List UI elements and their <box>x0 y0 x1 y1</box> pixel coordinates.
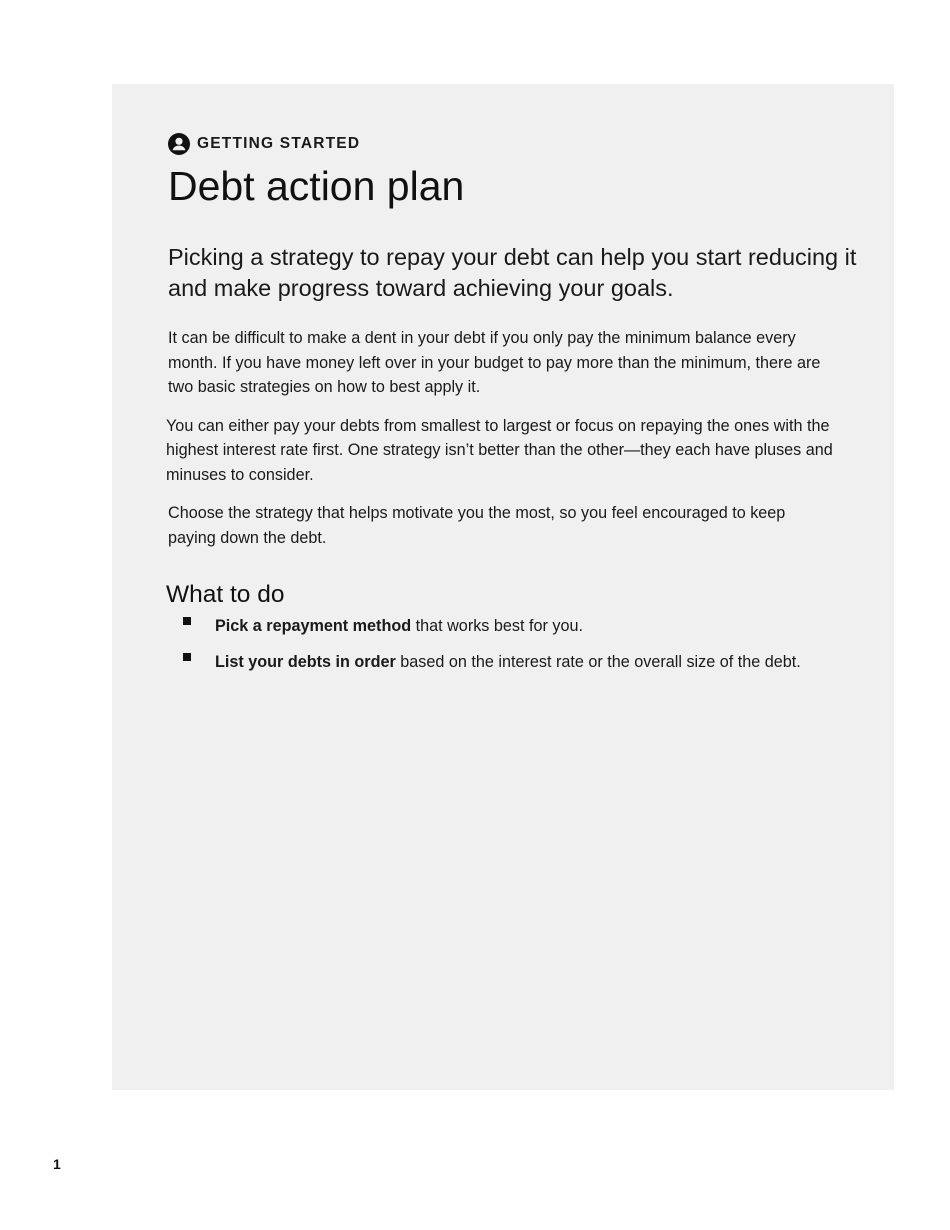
page-title: Debt action plan <box>168 163 465 209</box>
eyebrow <box>168 132 848 156</box>
square-bullet-icon <box>183 617 191 625</box>
content <box>166 132 857 686</box>
what-to-do-list <box>168 614 848 674</box>
list-item-text: that works best for you. <box>411 617 583 635</box>
page-number: 1 <box>53 1156 61 1172</box>
square-bullet-icon <box>183 653 191 661</box>
eyebrow-label: GETTING STARTED <box>197 135 361 152</box>
what-to-do-heading: What to do <box>166 581 285 608</box>
body-paragraph: It can be difficult to make a dent in your debt if you only pay the minimum balance every month. If you have money left over in your budget to pay more than the minimum, there are two basic strategies on how to best apply it. <box>168 329 821 396</box>
body-paragraph: You can either pay your debts from smallest to largest or focus on repaying the ones with the highest interest rate first. One strategy isn’t better than the other—they each have pluses and minuses to consider. <box>166 416 833 484</box>
body-paragraph: Choose the strategy that helps motivate you the most, so you feel encouraged to keep paying down the debt. <box>168 504 786 547</box>
list-item-bold: List your debts in order <box>215 653 396 671</box>
person-circle-icon <box>168 133 190 155</box>
content-panel <box>112 84 894 1090</box>
list-item <box>168 614 848 638</box>
list-item <box>168 650 848 674</box>
list-item-text: based on the interest rate or the overall size of the debt. <box>395 653 801 671</box>
lead-paragraph: Picking a strategy to repay your debt can help you start reducing it and make progress toward achieving your goals. <box>168 244 857 301</box>
list-item-bold: Pick a repayment method <box>215 617 412 635</box>
